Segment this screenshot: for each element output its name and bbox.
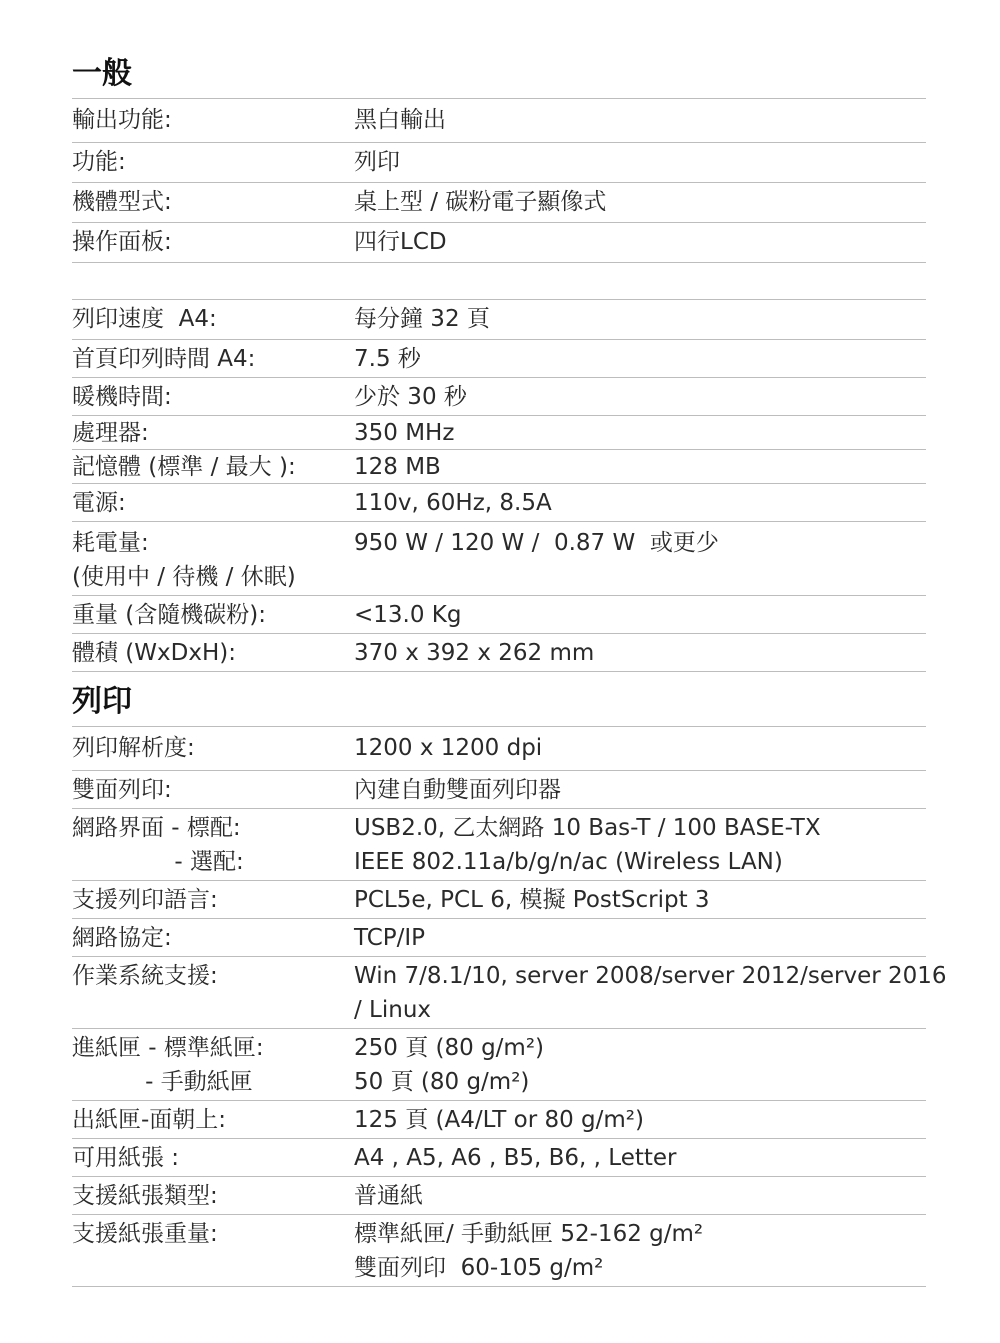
spec-label-line: 可用紙張 : [72,1145,180,1171]
spec-label-line: 操作面板: [72,229,172,255]
spec-label-line: 支援列印語言: [72,887,218,913]
spec-value-line: 250 頁 (80 g/m²) [354,1035,545,1061]
spec-label-line: - 手動紙匣 [72,1069,253,1095]
spec-label [72,1141,354,1175]
spec-value-line: IEEE 802.11a/b/g/n/ac (Wireless LAN) [354,849,783,875]
spec-label-line: - 選配: [72,849,244,875]
spec-row [72,223,926,263]
spec-value-line: PCL5e, PCL 6, 模擬 PostScript 3 [354,887,710,913]
spec-row [72,727,926,771]
spec-value [354,1217,926,1285]
spec-value-line: USB2.0, 乙太網路 10 Bas-T / 100 BASE-TX [354,815,821,841]
spec-value [354,302,926,336]
spec-label [72,1103,354,1137]
spec-value [354,1103,926,1137]
spec-label [72,921,354,955]
spec-value [354,342,926,376]
spec-label-line: 功能: [72,149,126,175]
spec-label-line: 處理器: [72,420,149,446]
spec-value-line: <13.0 Kg [354,602,462,628]
spec-value-line: 370 x 392 x 262 mm [354,640,595,666]
spec-value-line: 1200 x 1200 dpi [354,735,543,761]
spec-row [72,416,926,450]
spec-value-line: 黑白輸出 [354,107,446,133]
spec-label [72,526,354,594]
spec-label [72,959,354,993]
spec-value-line: 128 MB [354,454,441,480]
spec-label-line: 機體型式: [72,189,172,215]
spec-value [354,450,926,484]
spec-value [354,145,926,179]
spec-value [354,883,926,917]
spec-label-line: (使用中 / 待機 / 休眠) [72,564,296,590]
spec-value-line: 普通紙 [354,1183,423,1209]
spec-row [72,183,926,223]
spec-value-line: 950 W / 120 W / 0.87 W 或更少 [354,530,719,556]
spec-row [72,450,926,484]
spec-row [72,919,926,957]
spec-value [354,1179,926,1213]
spec-value [354,225,926,259]
spec-value-line: 每分鐘 32 頁 [354,306,490,332]
spec-label [72,1179,354,1213]
spec-value-line: Win 7/8.1/10, server 2008/server 2012/server 2016 [354,963,947,989]
spec-value [354,921,926,955]
spec-label-line: 出紙匣-面朝上: [72,1107,227,1133]
spec-value-line: 125 頁 (A4/LT or 80 g/m²) [354,1107,644,1133]
spec-row [72,771,926,809]
spec-label-line: 列印速度 A4: [72,306,217,332]
spec-value-line: 50 頁 (80 g/m²) [354,1069,530,1095]
spec-row [72,1101,926,1139]
spec-label [72,416,354,450]
spec-label [72,1031,354,1099]
spec-label-line: 電源: [72,490,126,516]
spec-value [354,185,926,219]
spec-value [354,959,947,1027]
spec-sheet [72,50,947,1287]
spec-row [72,881,926,919]
spec-value [354,811,926,879]
spec-value [354,1141,926,1175]
spec-label [72,883,354,917]
spec-value [354,598,926,632]
spec-row [72,340,926,378]
print-spec-table [72,727,947,1287]
spec-label [72,731,354,765]
general-spec-table [72,99,926,263]
spec-label-line: 重量 (含隨機碳粉): [72,602,267,628]
spec-row [72,1139,926,1177]
spec-row [72,596,926,634]
spec-value [354,380,926,414]
spec-value-line: / Linux [354,997,432,1023]
spec-label [72,145,354,179]
spec-label [72,185,354,219]
spec-row [72,378,926,416]
spec-row [72,957,947,1029]
spec-value [354,103,926,137]
spec-value [354,773,926,807]
spec-label [72,225,354,259]
spec-row [72,1215,926,1287]
spec-label [72,1217,354,1251]
spec-value-line: 110v, 60Hz, 8.5A [354,490,552,516]
spec-label [72,486,354,520]
spec-label-line: 支援紙張類型: [72,1183,218,1209]
spec-label [72,103,354,137]
spec-value-line: 內建自動雙面列印器 [354,777,561,803]
spec-label [72,302,354,336]
spec-value [354,486,926,520]
spec-value-line: 列印 [354,149,400,175]
spec-row [72,522,926,596]
spec-value-line: 標準紙匣/ 手動紙匣 52-162 g/m² [354,1221,704,1247]
spec-label-line: 雙面列印: [72,777,172,803]
spec-label-line: 耗電量: [72,530,149,556]
spec-value-line: 少於 30 秒 [354,384,467,410]
section-gap [72,263,926,300]
spec-value-line: 7.5 秒 [354,346,421,372]
spec-label-line: 輸出功能: [72,107,172,133]
spec-value-line: TCP/IP [354,925,426,951]
spec-label-line: 網路協定: [72,925,172,951]
spec-label-line: 進紙匣 - 標準紙匣: [72,1035,264,1061]
spec-label-line: 網路界面 - 標配: [72,815,241,841]
spec-row [72,1029,926,1101]
spec-row [72,634,926,672]
spec-label-line: 首頁印列時間 A4: [72,346,256,372]
spec-value-line: 桌上型 / 碳粉電子顯像式 [354,189,607,215]
spec-value [354,731,926,765]
spec-label [72,450,354,484]
spec-value [354,1031,926,1099]
spec-value [354,526,926,560]
spec-value-line: 四行LCD [354,229,447,255]
spec-value-line: 350 MHz [354,420,455,446]
spec-row [72,484,926,522]
spec-row [72,143,926,183]
spec-label [72,342,354,376]
spec-label-line: 記憶體 (標準 / 最大 ): [72,454,296,480]
spec-value-line: A4 , A5, A6 , B5, B6, , Letter [354,1145,677,1171]
spec-label-line: 列印解析度: [72,735,195,761]
spec-row [72,99,926,143]
spec-label [72,380,354,414]
spec-value [354,636,926,670]
spec-label [72,811,354,879]
spec-label [72,636,354,670]
section-heading-general: 一般 [72,50,926,99]
spec-value-line: 雙面列印 60-105 g/m² [354,1255,604,1281]
spec-row [72,300,926,340]
spec-label-line: 體積 (WxDxH): [72,640,236,666]
spec-row [72,809,926,881]
spec-label [72,773,354,807]
section-heading-print: 列印 [72,678,926,727]
performance-spec-table [72,300,926,672]
spec-value [354,416,926,450]
spec-row [72,1177,926,1215]
spec-label [72,598,354,632]
spec-label-line: 支援紙張重量: [72,1221,218,1247]
spec-label-line: 暖機時間: [72,384,172,410]
spec-label-line: 作業系統支援: [72,963,218,989]
